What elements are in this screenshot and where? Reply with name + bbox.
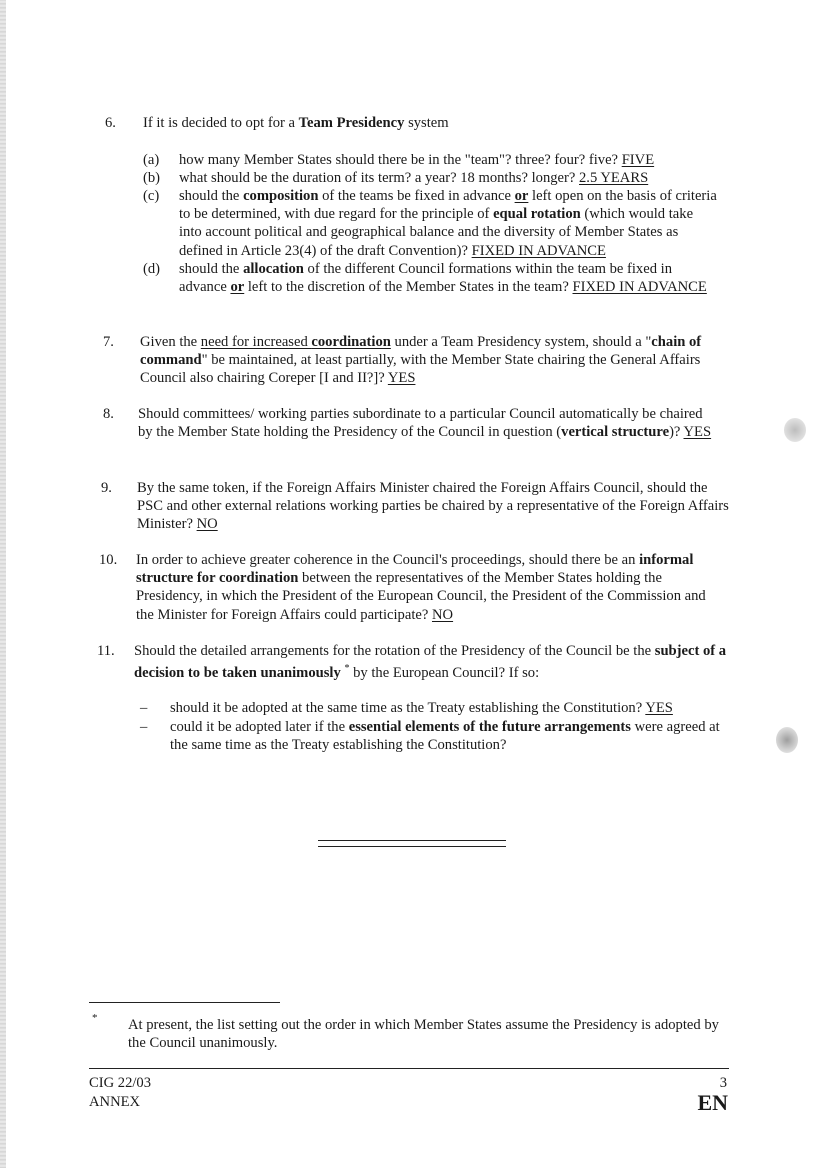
footnote-rule [89,1002,280,1003]
answer: 2.5 YEARS [579,170,649,186]
item-number: 8. [103,406,114,422]
language-code: EN [697,1090,728,1115]
item-number: 11. [97,643,115,659]
subitem-label: (c) [143,188,160,204]
footnote-ref: * [344,663,350,675]
question-11: Should the detailed arrangements for the rotation of the Presidency of the Council be the subject of a decision to be taken unanimously * by the European Council? If so: [134,643,727,682]
punch-hole-mark [784,418,806,442]
question-8: Should committees/ working parties subordinate to a particular Council automatically be chaired by the Member State holding the Presidency of the Council in question (vertical structure)? YES [138,406,712,441]
subitem-label: (b) [143,170,161,186]
annex-label: ANNEX [89,1094,141,1110]
question-6a: how many Member States should there be in the "team"? three? four? five? FIVE [179,152,655,168]
answer: YES [645,700,673,716]
answer: FIXED IN ADVANCE [471,242,606,259]
section-separator [318,840,506,847]
answer: FIXED IN ADVANCE [572,279,707,296]
question-6-intro: If it is decided to opt for a Team Presidency system [143,115,449,131]
answer: YES [387,370,416,387]
question-7: Given the need for increased coordination under a Team Presidency system, should a "chain of command" be maintained, at least partially, with the Member State chairing the General Affairs Council also chairing Coreper [I and II?]? YES [140,334,702,387]
subitem-label: (d) [143,261,161,277]
item-number: 10. [99,552,118,568]
page-number: 3 [719,1075,727,1091]
footnote-text: At present, the list setting out the order in which Member States assume the Presidency is adopted by the Council unanimously. [128,1017,719,1052]
bullet-dash: – [140,700,148,716]
document-code: CIG 22/03 [89,1075,152,1091]
subitem-label: (a) [143,152,160,168]
question-6c: should the composition of the teams be fixed in advance or left open on the basis of criteria to be determined, with due regard for the principle of equal rotation (which would take into account political and geographical balance and the diversity of Member States as defined in Article 23(4) of the draft Convention)? FIXED IN ADVANCE [179,188,717,259]
punch-hole-mark [776,727,798,753]
item-number: 6. [105,115,116,131]
bullet-dash: – [140,719,148,735]
answer: NO [431,606,454,623]
item-number: 7. [103,334,114,350]
question-11-option-2: could it be adopted later if the essential elements of the future arrangements were agreed at the same time as the Treaty establishing the Constitution? [170,719,720,754]
scan-edge [0,0,6,1168]
answer: YES [683,424,712,441]
footnote-mark: * [92,1012,98,1024]
footer-rule [89,1068,729,1069]
answer: NO [196,516,218,533]
question-9: By the same token, if the Foreign Affairs Minister chaired the Foreign Affairs Council, should the PSC and other external relations working parties be chaired by a representative of the Foreign Affairs Minister? NO [137,480,729,533]
question-6b: what should be the duration of its term? a year? 18 months? longer? 2.5 YEARS [179,170,649,186]
answer: FIVE [621,152,655,168]
item-number: 9. [101,480,112,496]
question-10: In order to achieve greater coherence in the Council's proceedings, should there be an informal structure for coordination between the representatives of the Member States holding the Presidency, in which the President of the European Council, the President of the Commission and the Minister for Foreign Affairs could participate? NO [136,552,706,623]
question-11-option-1: should it be adopted at the same time as the Treaty establishing the Constitution? YES [170,700,673,716]
question-6d: should the allocation of the different Council formations within the team be fixed in advance or left to the discretion of the Member States in the team? FIXED IN ADVANCE [179,261,707,296]
